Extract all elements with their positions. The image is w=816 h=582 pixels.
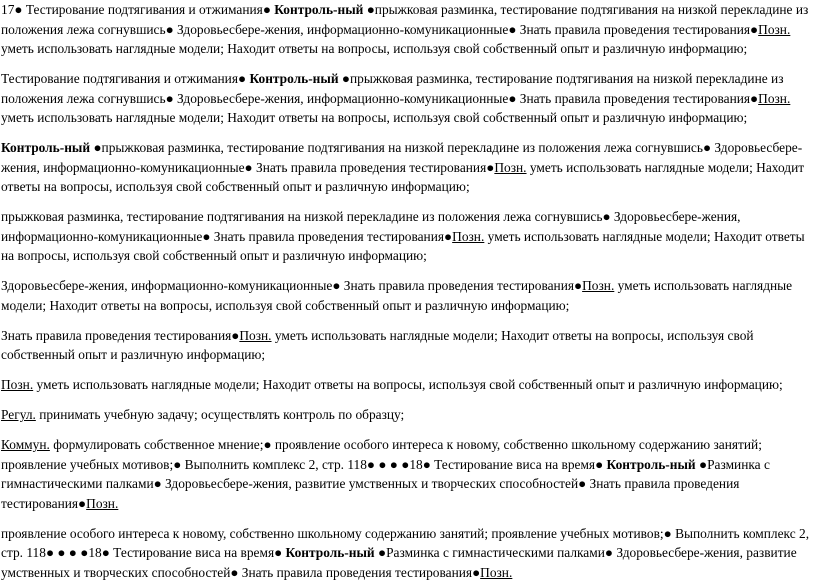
bold-label: Контроль-ный	[274, 2, 366, 17]
paragraph-text: проявление особого интереса к новому, собственно школьному содержанию занятий; проявление учебных мотивов;● Выполнить комплекс 2, стр. 118● ● ● ●18● Тестирование виса на время●	[1, 526, 809, 561]
paragraph-text: ●прыжковая разминка, тестирование подтягивания на низкой перекладине из положения лежа согнувшись● Здоровьесбере-жения, информационно-комуникационные● Знать правила проведения тестирования●	[1, 71, 784, 106]
underlined-label: Позн.	[758, 22, 790, 37]
underlined-label: Позн.	[758, 91, 790, 106]
bold-label: Контроль-ный	[286, 545, 378, 560]
paragraph-text: прыжковая разминка, тестирование подтягивания на низкой перекладине из положения лежа согнувшись● Здоровьесбере-жения, информационно-комуникационные● Знать правила проведения тестирования●	[1, 209, 741, 244]
underlined-label: Коммун.	[1, 437, 50, 452]
paragraph-text: ●прыжковая разминка, тестирование подтягивания на низкой перекладине из положения лежа согнувшись● Здоровьесбере-жения, информационно-комуникационные● Знать правила проведения тестирования●	[1, 140, 802, 175]
underlined-label: Регул.	[1, 407, 36, 422]
underlined-label: Позн.	[239, 328, 271, 343]
paragraph-1	[1, 0, 814, 59]
bold-label: Контроль-ный	[249, 71, 341, 86]
paragraph-2	[1, 69, 814, 128]
paragraph-text: ●Разминка с гимнастическими палками● Здоровьесбере-жения, развитие умственных и творческих способностей● Знать правила проведения тестирования●	[1, 457, 770, 511]
paragraph-7	[1, 375, 814, 395]
paragraph-9	[1, 435, 814, 513]
paragraph-text: Знать правила проведения тестирования●	[1, 328, 239, 343]
paragraph-text: уметь использовать наглядные модели; Находит ответы на вопросы, используя свой собственный опыт и различную информацию;	[1, 278, 792, 313]
underlined-label: Позн.	[494, 160, 526, 175]
paragraph-3	[1, 138, 814, 197]
underlined-label: Позн.	[1, 377, 33, 392]
paragraph-text: уметь использовать наглядные модели; Находит ответы на вопросы, используя свой собственный опыт и различную информацию;	[33, 377, 783, 392]
paragraph-text: уметь использовать наглядные модели; Находит ответы на вопросы, используя свой собственный опыт и различную информацию;	[1, 229, 805, 264]
paragraph-text: уметь использовать наглядные модели; Находит ответы на вопросы, используя свой собственный опыт и различную информацию;	[1, 41, 747, 56]
paragraph-6	[1, 326, 814, 365]
paragraph-text: уметь использовать наглядные модели; Находит ответы на вопросы, используя свой собственный опыт и различную информацию;	[1, 328, 754, 363]
paragraph-10	[1, 524, 814, 582]
underlined-label: Позн.	[480, 565, 512, 580]
bold-label: Контроль-ный	[1, 140, 93, 155]
paragraph-text: ●Разминка с гимнастическими палками● Здоровьесбере-жения, развитие умственных и творческих способностей● Знать правила проведения тестирования●	[1, 545, 797, 580]
paragraph-text: Тестирование подтягивания и отжимания●	[1, 71, 249, 86]
underlined-label: Позн.	[86, 496, 118, 511]
bold-label: Контроль-ный	[607, 457, 699, 472]
paragraph-text: Здоровьесбере-жения, информационно-комуникационные● Знать правила проведения тестирования●	[1, 278, 582, 293]
paragraph-text: формулировать собственное мнение;● проявление особого интереса к новому, собственно школьному содержанию занятий; проявление учебных мотивов;● Выполнить комплекс 2, стр. 118● ● ● ●18● Тестирование виса на время●	[1, 437, 762, 472]
paragraph-text: уметь использовать наглядные модели; Находит ответы на вопросы, используя свой собственный опыт и различную информацию;	[1, 110, 747, 125]
paragraph-4	[1, 207, 814, 266]
paragraph-text: 17● Тестирование подтягивания и отжимания●	[1, 2, 274, 17]
paragraph-text: принимать учебную задачу; осуществлять контроль по образцу;	[36, 407, 404, 422]
paragraph-text: уметь использовать наглядные модели; Находит ответы на вопросы, используя свой собственный опыт и различную информацию;	[1, 160, 804, 195]
underlined-label: Позн.	[582, 278, 614, 293]
underlined-label: Позн.	[452, 229, 484, 244]
paragraph-8	[1, 405, 814, 425]
paragraph-text: ●прыжковая разминка, тестирование подтягивания на низкой перекладине из положения лежа согнувшись● Здоровьесбере-жения, информационно-комуникационные● Знать правила проведения тестирования●	[1, 2, 808, 37]
paragraph-5	[1, 276, 814, 315]
